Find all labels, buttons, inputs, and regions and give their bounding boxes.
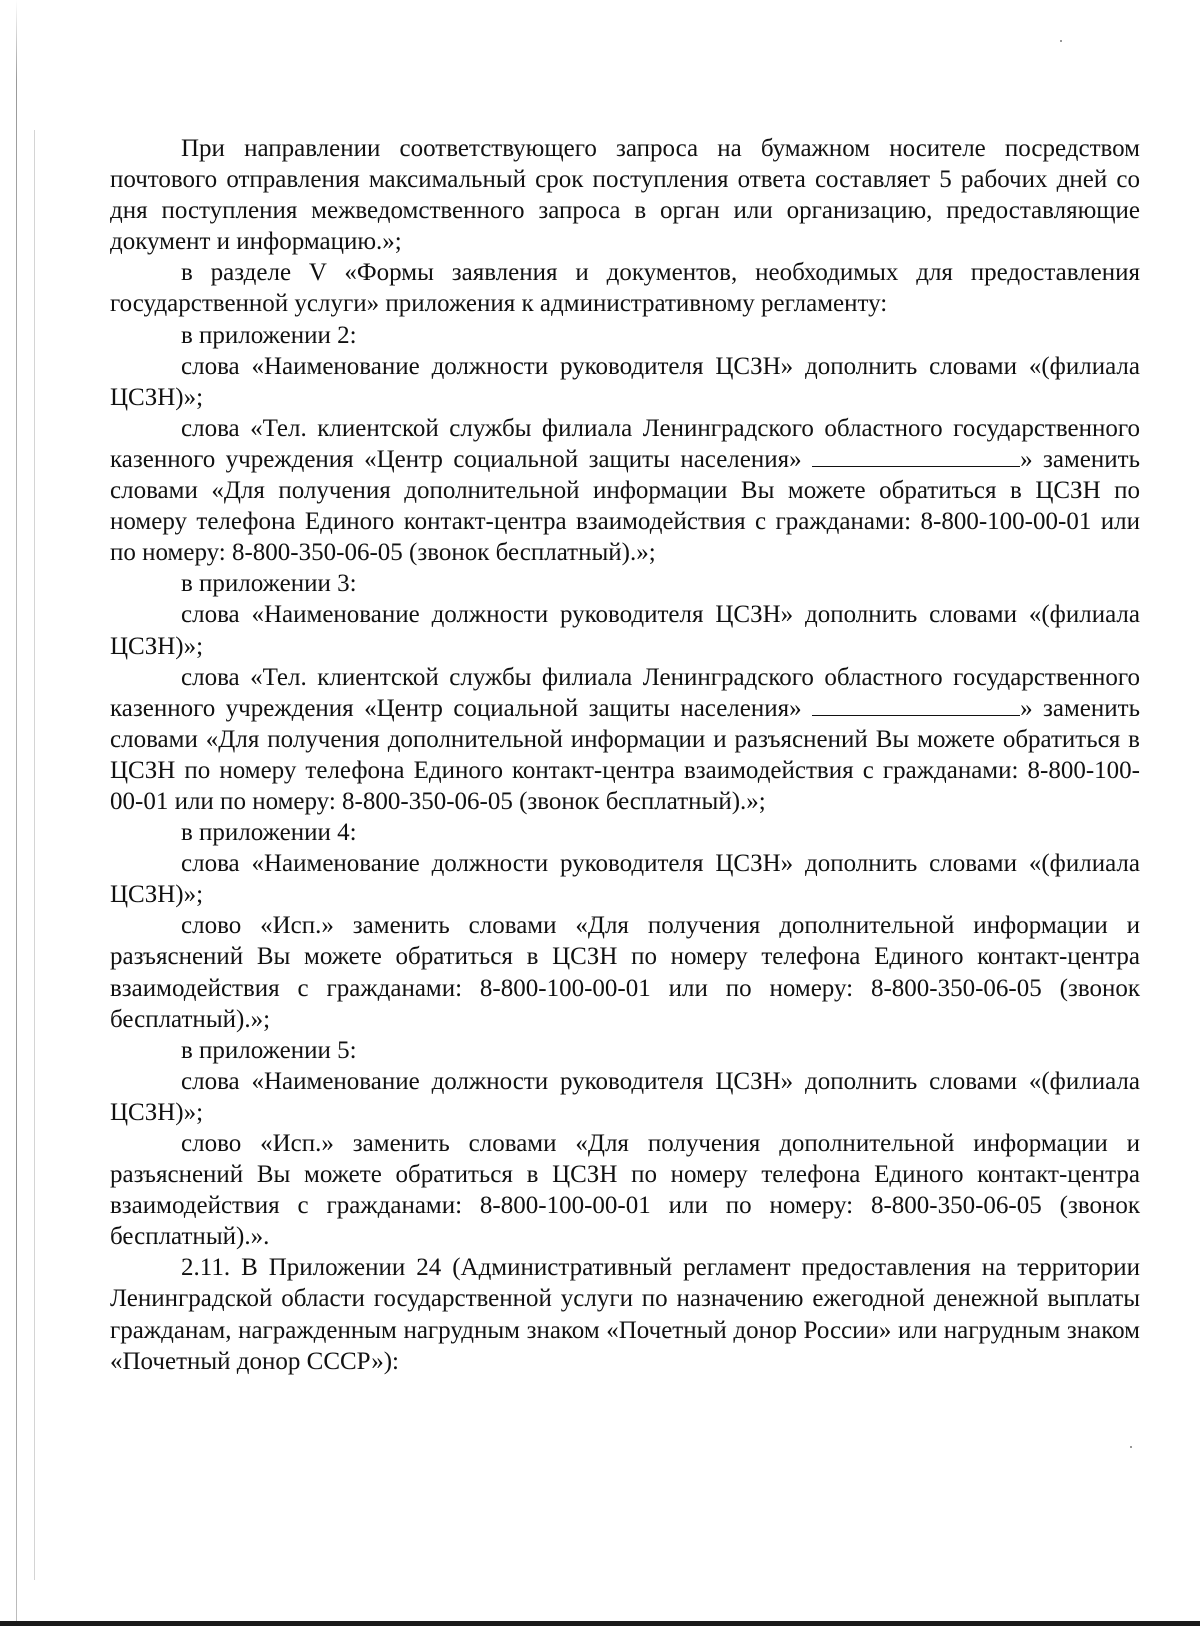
document-body — [110, 133, 1140, 1377]
paragraph: в разделе V «Формы заявления и документов, необходимых для предоставления государственной услуги» приложения к административному регламенту: — [110, 259, 1140, 318]
fill-in-blank — [812, 444, 1020, 467]
scan-edge-line — [16, 0, 17, 1626]
scan-speck — [1060, 40, 1062, 42]
paragraph: в приложении 5: — [181, 1036, 357, 1064]
paragraph-with-blank — [110, 662, 1140, 817]
paragraph-text-after-blank: » заменить словами «Для получения дополнительной информации Вы можете обратиться в ЦСЗН по номеру телефона Единого контакт-центра взаимодействия с гражданами: 8-800-100-00-01 или по номеру: 8-800-350-06-05 (звонок бесплатный).»; — [110, 445, 1140, 567]
paragraph: 2.11. В Приложении 24 (Административный регламент предоставления на территории Ленинградской области государственной услуги по назначению ежегодной денежной выплаты гражданам, награжденным нагрудным знаком «Почетный донор России» или нагрудным знаком «Почетный донор СССР»): — [110, 1254, 1140, 1375]
fill-in-blank — [812, 693, 1020, 716]
paragraph: в приложении 2: — [181, 321, 357, 349]
paragraph: в приложении 4: — [181, 819, 357, 847]
paragraph-text-after-blank: » заменить словами «Для получения дополнительной информации и разъяснений Вы можете обратиться в ЦСЗН по номеру телефона Единого контакт-центра взаимодействия с гражданами: 8-800-100-00-01 или по номеру: 8-800-350-06-05 (звонок бесплатный).»; — [110, 694, 1140, 815]
paragraph: слова «Наименование должности руководителя ЦСЗН» дополнить словами «(филиала ЦСЗН)»; — [110, 1067, 1140, 1126]
paragraph: слова «Наименование должности руководителя ЦСЗН» дополнить словами «(филиала ЦСЗН)»; — [110, 352, 1140, 411]
scan-bottom-edge — [0, 1621, 1200, 1626]
scan-speck — [1130, 1446, 1132, 1448]
paragraph: слово «Исп.» заменить словами «Для получения дополнительной информации и разъяснений Вы можете обратиться в ЦСЗН по номеру телефона Единого контакт-центра взаимодействия с гражданами: 8-800-100-00-01 или по номеру: 8-800-350-06-05 (звонок бесплатный).». — [110, 1130, 1140, 1251]
paragraph: слова «Наименование должности руководителя ЦСЗН» дополнить словами «(филиала ЦСЗН)»; — [110, 850, 1140, 909]
scan-edge-line-faint — [34, 130, 35, 1580]
paragraph-with-blank — [110, 413, 1140, 568]
paragraph-text-before-blank: слова «Тел. клиентской службы филиала Ленинградского областного государственного казенного учреждения «Центр социальной защиты населения» — [110, 414, 1140, 473]
paragraph: слово «Исп.» заменить словами «Для получения дополнительной информации и разъяснений Вы можете обратиться в ЦСЗН по номеру телефона Единого контакт-центра взаимодействия с гражданами: 8-800-100-00-01 или по номеру: 8-800-350-06-05 (звонок бесплатный).»; — [110, 912, 1140, 1033]
paragraph: в приложении 3: — [181, 570, 357, 598]
paragraph-text-before-blank: слова «Тел. клиентской службы филиала Ленинградского областного государственного казенного учреждения «Центр социальной защиты населения» — [110, 663, 1140, 722]
paragraph: При направлении соответствующего запроса на бумажном носителе посредством почтового отправления максимальный срок поступления ответа составляет 5 рабочих дней со дня поступления межведомственного запроса в орган или организацию, предоставляющие документ и информацию.»; — [110, 135, 1140, 256]
paragraph: слова «Наименование должности руководителя ЦСЗН» дополнить словами «(филиала ЦСЗН)»; — [110, 601, 1140, 660]
